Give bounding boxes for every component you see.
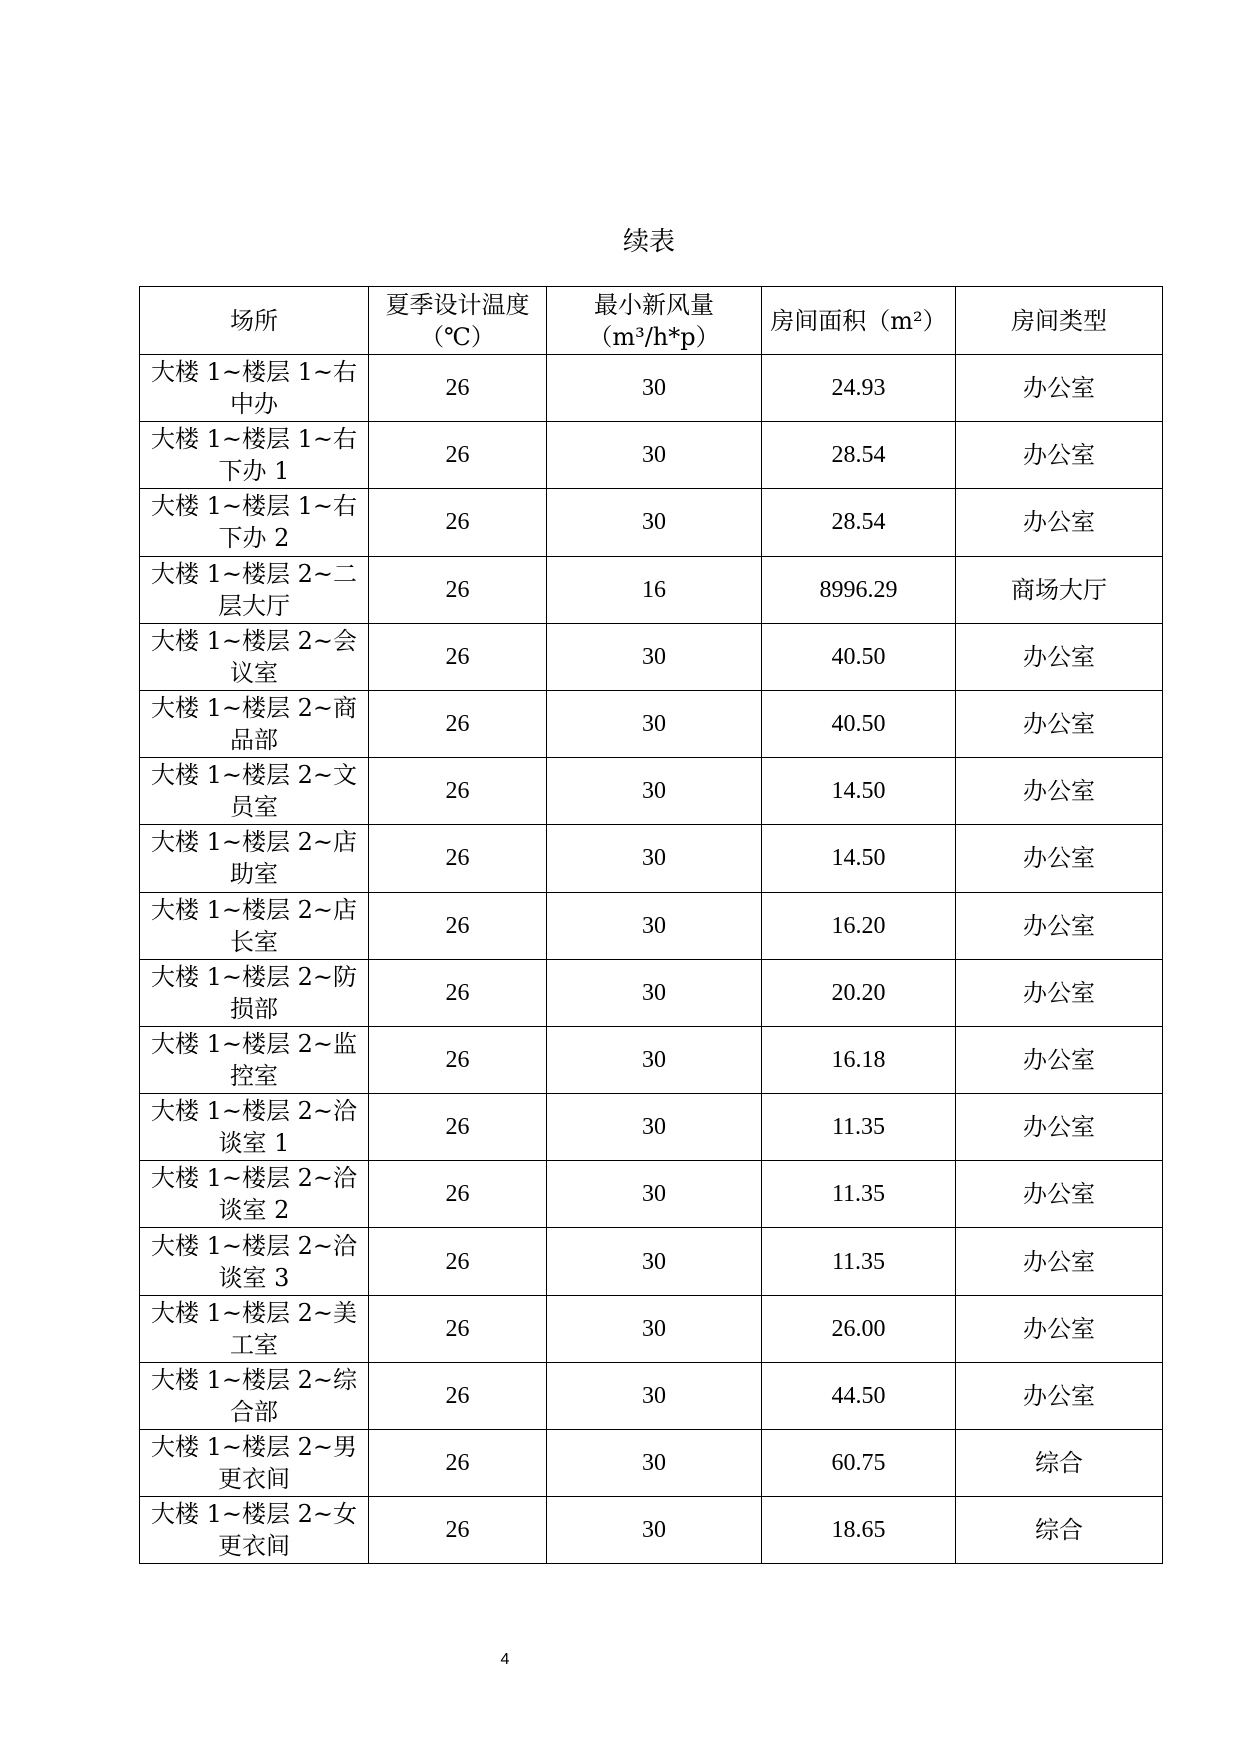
table-row xyxy=(140,825,1163,892)
cell-area: 14.50 xyxy=(762,758,956,825)
cell-room-type: 办公室 xyxy=(956,758,1163,825)
cell-fresh-air: 30 xyxy=(547,623,762,690)
cell-room-type: 办公室 xyxy=(956,690,1163,757)
cell-room-type: 办公室 xyxy=(956,1026,1163,1093)
header-temperature-unit: （℃） xyxy=(420,322,495,351)
cell-room-type: 综合 xyxy=(956,1430,1163,1497)
cell-room-type: 办公室 xyxy=(956,1362,1163,1429)
cell-fresh-air: 30 xyxy=(547,1497,762,1564)
table-row xyxy=(140,1362,1163,1429)
table-row xyxy=(140,758,1163,825)
cell-fresh-air: 30 xyxy=(547,355,762,422)
cell-temperature: 26 xyxy=(369,1026,547,1093)
cell-place: 大楼 1~楼层 2~美工室 xyxy=(140,1295,369,1362)
cell-place: 大楼 1~楼层 2~洽谈室 1 xyxy=(140,1094,369,1161)
cell-temperature: 26 xyxy=(369,959,547,1026)
cell-place: 大楼 1~楼层 2~男更衣间 xyxy=(140,1430,369,1497)
header-row xyxy=(140,287,1163,355)
cell-room-type: 办公室 xyxy=(956,1295,1163,1362)
table-row xyxy=(140,1497,1163,1564)
table-row xyxy=(140,1295,1163,1362)
header-summer-design-temperature xyxy=(369,287,547,355)
cell-temperature: 26 xyxy=(369,623,547,690)
cell-temperature: 26 xyxy=(369,1094,547,1161)
cell-temperature: 26 xyxy=(369,758,547,825)
cell-area: 11.35 xyxy=(762,1094,956,1161)
cell-area: 44.50 xyxy=(762,1362,956,1429)
cell-place: 大楼 1~楼层 2~综合部 xyxy=(140,1362,369,1429)
cell-fresh-air: 30 xyxy=(547,959,762,1026)
cell-room-type: 办公室 xyxy=(956,1228,1163,1295)
cell-place: 大楼 1~楼层 1~右中办 xyxy=(140,355,369,422)
cell-fresh-air: 30 xyxy=(547,1026,762,1093)
table-row xyxy=(140,959,1163,1026)
cell-temperature: 26 xyxy=(369,892,547,959)
cell-place: 大楼 1~楼层 2~二层大厅 xyxy=(140,556,369,623)
cell-temperature: 26 xyxy=(369,1228,547,1295)
table-row xyxy=(140,422,1163,489)
table-caption: 续表 xyxy=(622,227,675,257)
cell-place: 大楼 1~楼层 2~商品部 xyxy=(140,690,369,757)
cell-fresh-air: 30 xyxy=(547,1161,762,1228)
cell-room-type: 综合 xyxy=(956,1497,1163,1564)
cell-fresh-air: 30 xyxy=(547,690,762,757)
cell-place: 大楼 1~楼层 2~防损部 xyxy=(140,959,369,1026)
cell-area: 18.65 xyxy=(762,1497,956,1564)
cell-fresh-air: 30 xyxy=(547,892,762,959)
cell-place: 大楼 1~楼层 2~店长室 xyxy=(140,892,369,959)
cell-fresh-air: 30 xyxy=(547,1094,762,1161)
cell-fresh-air: 30 xyxy=(547,489,762,556)
cell-area: 14.50 xyxy=(762,825,956,892)
cell-area: 16.20 xyxy=(762,892,956,959)
table-header xyxy=(140,287,1163,355)
table-row xyxy=(140,623,1163,690)
cell-place: 大楼 1~楼层 2~会议室 xyxy=(140,623,369,690)
table-row xyxy=(140,355,1163,422)
table-row xyxy=(140,690,1163,757)
cell-fresh-air: 30 xyxy=(547,1362,762,1429)
header-fresh-air-label: 最小新风量 xyxy=(594,290,714,319)
cell-area: 11.35 xyxy=(762,1161,956,1228)
cell-temperature: 26 xyxy=(369,422,547,489)
cell-room-type: 办公室 xyxy=(956,623,1163,690)
cell-area: 26.00 xyxy=(762,1295,956,1362)
cell-area: 28.54 xyxy=(762,422,956,489)
cell-area: 40.50 xyxy=(762,690,956,757)
cell-temperature: 26 xyxy=(369,825,547,892)
header-fresh-air-unit: （m³/h*p） xyxy=(588,322,720,351)
cell-place: 大楼 1~楼层 2~洽谈室 2 xyxy=(140,1161,369,1228)
table-row xyxy=(140,556,1163,623)
cell-area: 40.50 xyxy=(762,623,956,690)
room-parameters-table xyxy=(139,286,1163,1564)
cell-temperature: 26 xyxy=(369,489,547,556)
header-room-type: 房间类型 xyxy=(956,287,1163,355)
cell-area: 60.75 xyxy=(762,1430,956,1497)
cell-area: 24.93 xyxy=(762,355,956,422)
cell-place: 大楼 1~楼层 2~监控室 xyxy=(140,1026,369,1093)
table-row xyxy=(140,892,1163,959)
cell-room-type: 办公室 xyxy=(956,355,1163,422)
cell-temperature: 26 xyxy=(369,1295,547,1362)
cell-temperature: 26 xyxy=(369,556,547,623)
cell-temperature: 26 xyxy=(369,1161,547,1228)
cell-room-type: 办公室 xyxy=(956,1161,1163,1228)
cell-fresh-air: 16 xyxy=(547,556,762,623)
cell-area: 16.18 xyxy=(762,1026,956,1093)
header-place: 场所 xyxy=(140,287,369,355)
cell-place: 大楼 1~楼层 1~右下办 1 xyxy=(140,422,369,489)
cell-place: 大楼 1~楼层 2~店助室 xyxy=(140,825,369,892)
cell-temperature: 26 xyxy=(369,1430,547,1497)
cell-fresh-air: 30 xyxy=(547,422,762,489)
cell-area: 11.35 xyxy=(762,1228,956,1295)
cell-temperature: 26 xyxy=(369,1497,547,1564)
cell-area: 8996.29 xyxy=(762,556,956,623)
cell-area: 20.20 xyxy=(762,959,956,1026)
cell-room-type: 办公室 xyxy=(956,892,1163,959)
table-row xyxy=(140,489,1163,556)
cell-temperature: 26 xyxy=(369,690,547,757)
cell-temperature: 26 xyxy=(369,1362,547,1429)
cell-place: 大楼 1~楼层 1~右下办 2 xyxy=(140,489,369,556)
table-row xyxy=(140,1161,1163,1228)
cell-fresh-air: 30 xyxy=(547,1295,762,1362)
cell-room-type: 办公室 xyxy=(956,422,1163,489)
cell-room-type: 办公室 xyxy=(956,1094,1163,1161)
cell-place: 大楼 1~楼层 2~文员室 xyxy=(140,758,369,825)
table-body xyxy=(140,355,1163,1564)
cell-room-type: 办公室 xyxy=(956,959,1163,1026)
table-row xyxy=(140,1026,1163,1093)
cell-fresh-air: 30 xyxy=(547,758,762,825)
cell-area: 28.54 xyxy=(762,489,956,556)
cell-room-type: 商场大厅 xyxy=(956,556,1163,623)
table-row xyxy=(140,1094,1163,1161)
cell-place: 大楼 1~楼层 2~洽谈室 3 xyxy=(140,1228,369,1295)
cell-room-type: 办公室 xyxy=(956,825,1163,892)
header-temperature-label: 夏季设计温度 xyxy=(385,290,530,319)
table-row xyxy=(140,1228,1163,1295)
table-row xyxy=(140,1430,1163,1497)
cell-fresh-air: 30 xyxy=(547,825,762,892)
cell-room-type: 办公室 xyxy=(956,489,1163,556)
header-min-fresh-air xyxy=(547,287,762,355)
header-room-area: 房间面积（m²） xyxy=(762,287,956,355)
cell-place: 大楼 1~楼层 2~女更衣间 xyxy=(140,1497,369,1564)
cell-fresh-air: 30 xyxy=(547,1430,762,1497)
cell-temperature: 26 xyxy=(369,355,547,422)
cell-fresh-air: 30 xyxy=(547,1228,762,1295)
page-number: 4 xyxy=(500,1651,510,1668)
